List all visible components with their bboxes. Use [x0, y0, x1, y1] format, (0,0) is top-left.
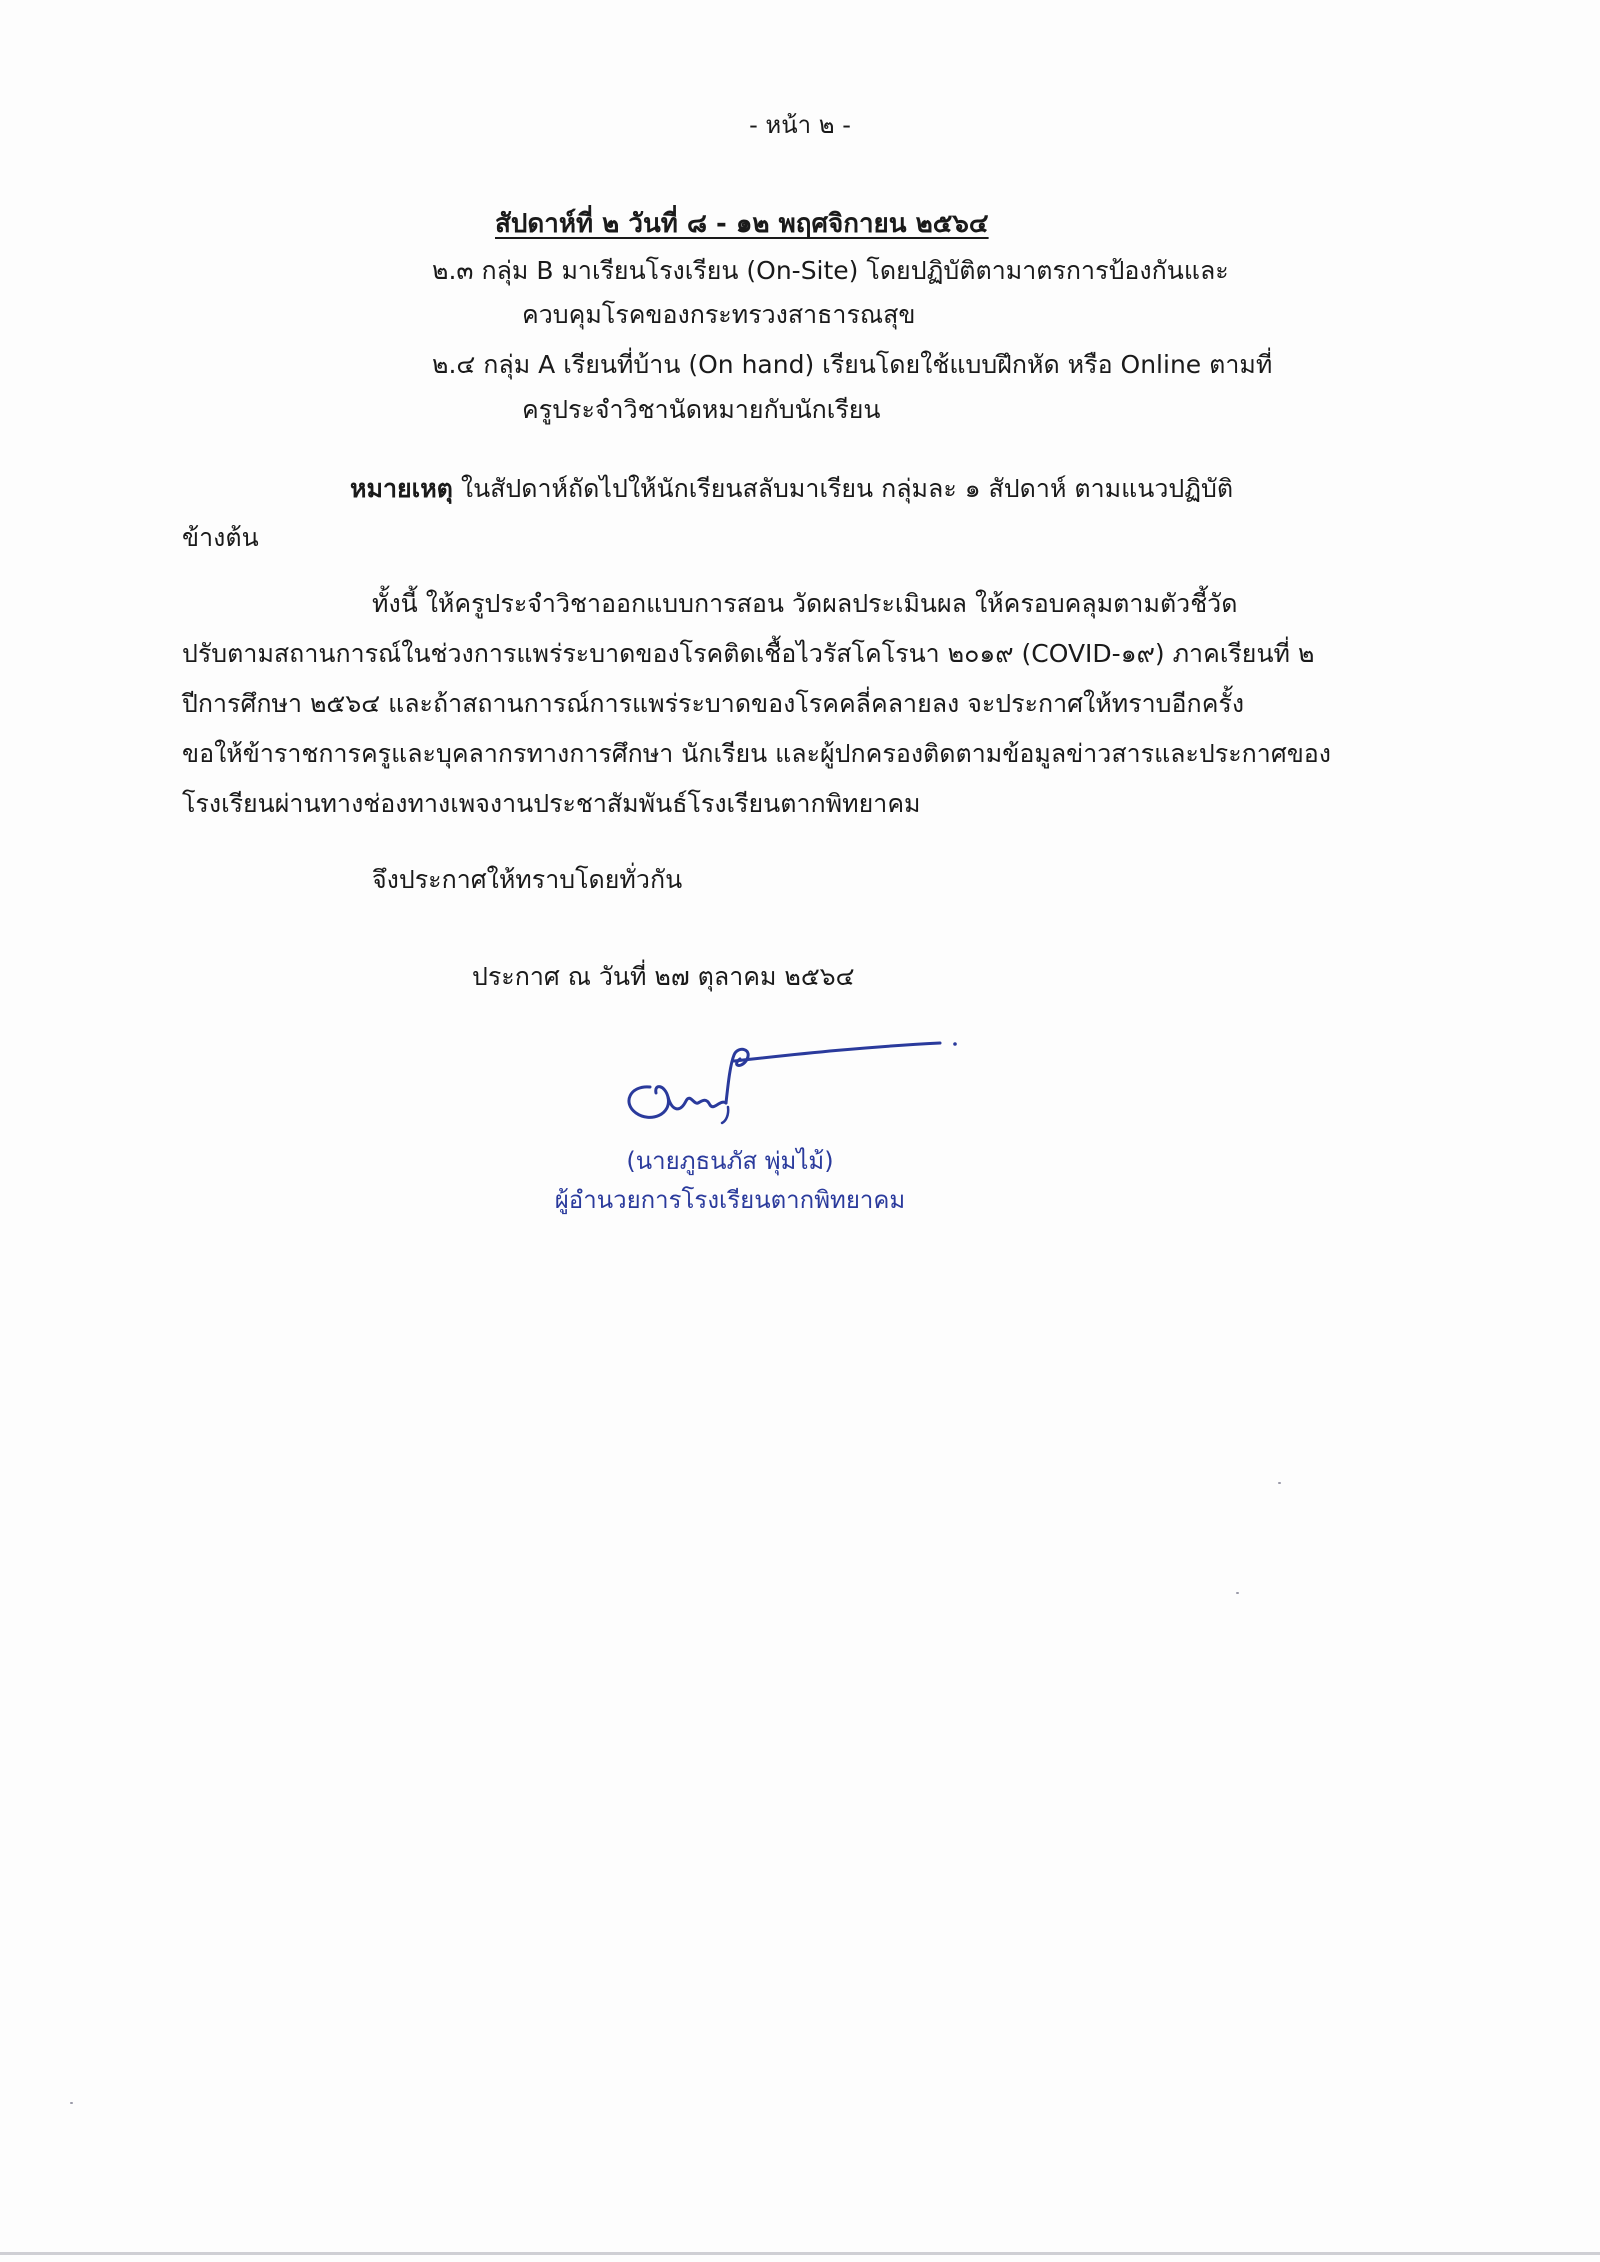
closing-statement: จึงประกาศให้ทราบโดยทั่วกัน: [372, 865, 683, 894]
item-2-4-line1: ๒.๔ กลุ่ม A เรียนที่บ้าน (On hand) เรียนโดยใช้แบบฝึกหัด หรือ Online ตามที่: [432, 350, 1273, 379]
main-paragraph-line5: โรงเรียนผ่านทางช่องทางเพจงานประชาสัมพันธ์โรงเรียนตากพิทยาคม: [182, 789, 921, 818]
item-2-3-line2: ควบคุมโรคของกระทรวงสาธารณสุข: [522, 300, 916, 329]
main-paragraph-line4: ขอให้ข้าราชการครูและบุคลากรทางการศึกษา นักเรียน และผู้ปกครองติดตามข้อมูลข่าวสารและประกาศของ: [182, 739, 1332, 768]
signatory-position: ผู้อำนวยการโรงเรียนตากพิทยาคม: [554, 1186, 906, 1214]
announce-date: ประกาศ ณ วันที่ ๒๗ ตุลาคม ๒๕๖๔: [472, 962, 855, 991]
scan-speck: [1236, 1592, 1239, 1594]
page-number: - หน้า ๒ -: [749, 111, 851, 139]
scan-bottom-edge: [0, 2252, 1600, 2255]
main-paragraph-line3: ปีการศึกษา ๒๕๖๔ และถ้าสถานการณ์การแพร่ระบาดของโรคคลี่คลายลง จะประกาศให้ทราบอีกครั้ง: [182, 689, 1245, 718]
note-line2: ข้างต้น: [182, 523, 259, 552]
note-line1: [350, 472, 1233, 506]
signatory-name: (นายภูธนภัส พุ่มไม้): [626, 1147, 834, 1175]
signature-icon: [610, 1025, 970, 1125]
item-2-3-line1: ๒.๓ กลุ่ม B มาเรียนโรงเรียน (On-Site) โดยปฏิบัติตามาตรการป้องกันและ: [432, 256, 1229, 285]
item-2-4-line2: ครูประจำวิชานัดหมายกับนักเรียน: [522, 395, 881, 424]
scan-speck: [70, 2102, 73, 2104]
note-text: ในสัปดาห์ถัดไปให้นักเรียนสลับมาเรียน กลุ่มละ ๑ สัปดาห์ ตามแนวปฏิบัติ: [460, 474, 1234, 503]
week-heading: สัปดาห์ที่ ๒ วันที่ ๘ - ๑๒ พฤศจิกายน ๒๕๖๔: [495, 209, 989, 239]
note-label: หมายเหตุ: [350, 474, 453, 503]
main-paragraph-line1: ทั้งนี้ ให้ครูประจำวิชาออกแบบการสอน วัดผลประเมินผล ให้ครอบคลุมตามตัวชี้วัด: [372, 589, 1238, 618]
handwritten-signature: [610, 1025, 970, 1125]
main-paragraph-line2: ปรับตามสถานการณ์ในช่วงการแพร่ระบาดของโรคติดเชื้อไวรัสโคโรนา ๒๐๑๙ (COVID-๑๙) ภาคเรียนที่ ๒: [182, 639, 1315, 668]
scan-speck: [1278, 1482, 1281, 1484]
